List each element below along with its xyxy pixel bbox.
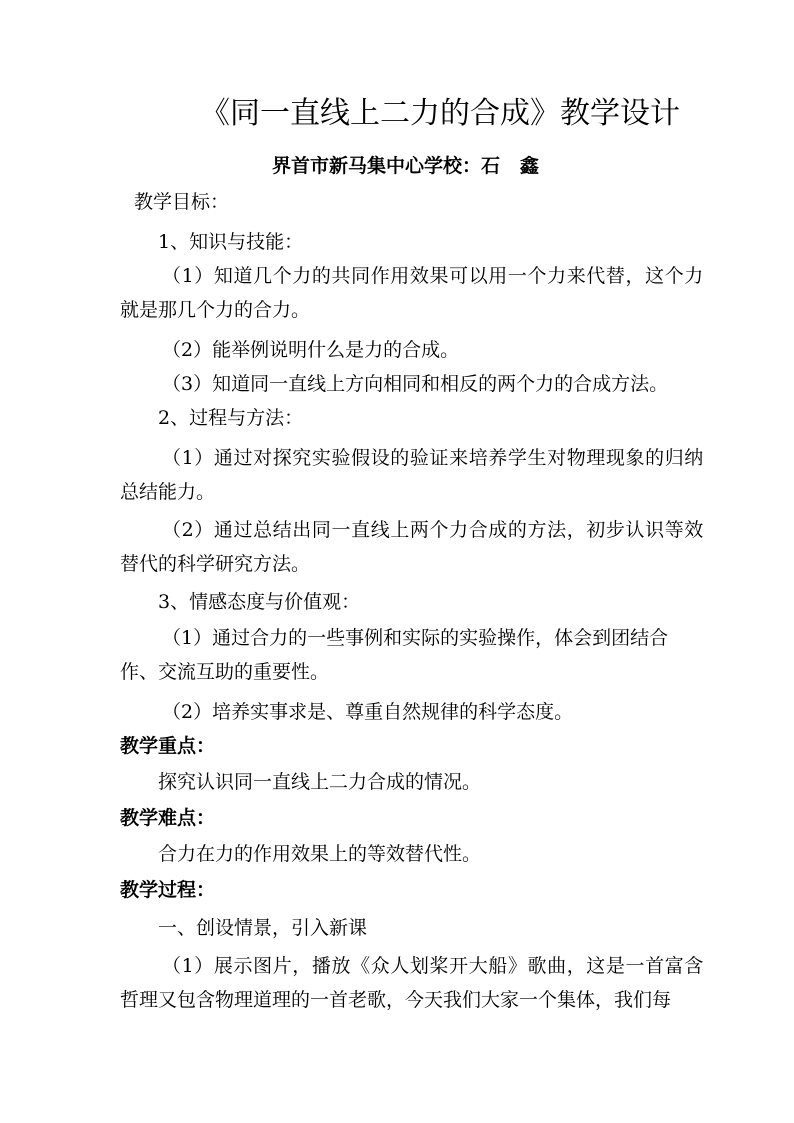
document-title: 《同一直线上二力的合成》教学设计 [200,96,680,131]
subheading-emotion: 3、情感态度与价值观： [158,591,361,613]
paragraph-line: （1）知道几个力的共同作用效果可以用一个力来代替，这个力 [162,265,704,287]
paragraph-line: 合力在力的作用效果上的等效替代性。 [158,843,482,865]
paragraph-line: （2）培养实事求是、尊重自然规律的科学态度。 [162,701,574,723]
paragraph-line: （2）能举例说明什么是力的合成。 [162,339,460,361]
paragraph-line: 就是那几个力的合力。 [120,299,311,321]
section-heading-difficulties: 教学难点： [120,807,216,829]
author-line: 界首市新马集中心学校：石 鑫 [272,155,539,177]
subheading-step-one: 一、创设情景，引入新课 [158,917,368,939]
paragraph-line: 探究认识同一直线上二力合成的情况。 [158,771,482,793]
paragraph-line: （2）通过总结出同一直线上两个力合成的方法，初步认识等效 [162,519,704,541]
subheading-process: 2、过程与方法： [158,407,304,429]
paragraph-line: 哲理又包含物理道理的一首老歌，今天我们大家一个集体，我们每 [120,989,672,1011]
section-heading-process: 教学过程： [120,879,216,901]
subheading-knowledge: 1、知识与技能： [158,231,304,253]
paragraph-line: 替代的科学研究方法。 [120,553,311,575]
section-heading-key-points: 教学重点： [120,735,216,757]
paragraph-line: （1）展示图片，播放《众人划桨开大船》歌曲，这是一首富含 [162,955,704,977]
section-heading-objectives: 教学目标： [134,191,230,213]
paragraph-line: 总结能力。 [120,481,216,503]
paragraph-line: 作、交流互助的重要性。 [120,661,330,683]
paragraph-line: （3）知道同一直线上方向相同和相反的两个力的合成方法。 [162,373,669,395]
paragraph-line: （1）通过对探究实验假设的验证来培养学生对物理现象的归纳 [162,447,704,469]
paragraph-line: （1）通过合力的一些事例和实际的实验操作，体会到团结合 [162,627,669,649]
